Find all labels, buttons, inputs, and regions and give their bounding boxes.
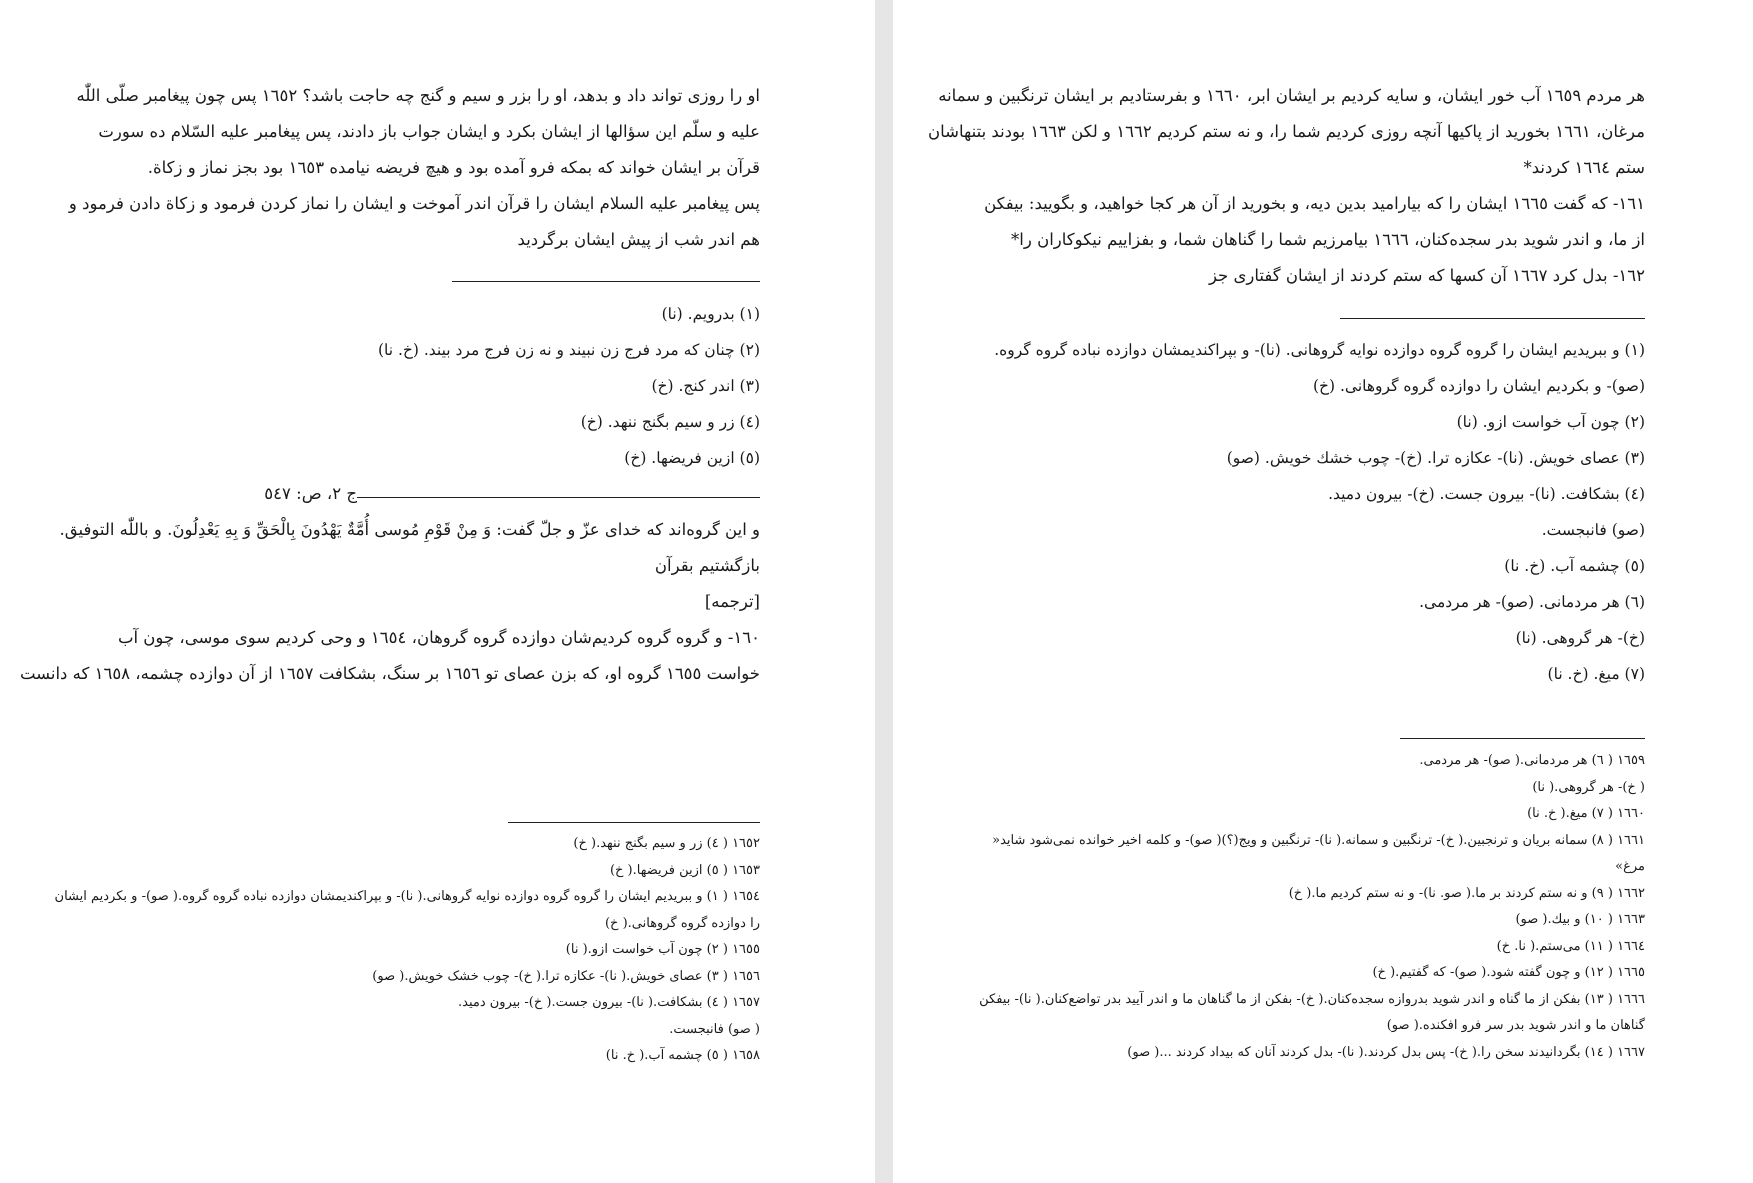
notes-divider [1340,318,1645,319]
text-line: علیه و سلّم این سؤالها از ایشان بکرد و ایشان جواب باز دادند، پس پیغامبر علیه السّلام ده سورت [98,122,760,141]
page-reference: ج ٢، ص: ٥٤٧ [264,484,357,503]
footnote: مرغ» [1615,859,1645,874]
footnote: ( صو) فانبجست. [669,1021,760,1037]
note-line: (صو)- و بکردیم ایشان را دوازده گروه گروهانی. (خ) [1312,377,1645,395]
footnote: ١٦٥٣ ( ٥) ازین فریضها.( خ) [609,862,760,878]
text-line: ١٦٢- بدل کرد ١٦٦٧ آن کسها که ستم کردند از ایشان گفتاری جز [1208,266,1645,285]
text-line: خواست ١٦٥٥ گروه او، که بزن عصای تو ١٦٥٦ بر سنگ، بشکافت ١٦٥٧ از آن دوازده چشمه، ١٦٥٨ که دانست [19,664,760,683]
text-line: هم اندر شب از پیش ایشان برگردید [517,230,760,249]
note-line: (٢) چون آب خواست ازو. (نا) [1456,413,1645,431]
notes-divider [452,281,760,282]
note-line: (٢) چنان که مرد فرج زن نبیند و نه زن فرج مرد بیند. (خ. نا) [377,341,760,359]
note-line: (صو) فانبجست. [1541,521,1645,539]
text-line: قرآن بر ایشان خواند که بمکه فرو آمده بود و هیچ فریضه نیامده ١٦٥٣ بود بجز نماز و زکاة. [147,158,760,177]
footnote: ١٦٥٢ ( ٤) زر و سیم بگنج ننهد.( خ) [573,836,760,851]
right-page [893,0,1753,1183]
footnote: ( خ)- هر گروهی.( نا) [1532,779,1645,795]
footnote: ١٦٦٥ ( ١٢) و چون گفته شود.( صو)- که گفتیم.( خ) [1372,965,1645,980]
note-line: (٣) اندر کنج. (خ) [651,377,760,395]
continuation-text [19,512,760,692]
text-line: ستم ١٦٦٤ کردند* [1523,158,1645,177]
notes [994,332,1645,692]
footnote: ١٦٦٤ ( ١١) می‌ستم.( نا. خ) [1496,938,1645,954]
footnote: ١٦٥٩ ( ٦) هر مردمانی.( صو)- هر مردمی. [1419,753,1645,768]
text-line: مرغان، ١٦٦١ بخورید از پاکیها آنچه روزی کردیم شما را، و نه ستم کردیم ١٦٦٢ و لکن ١٦٦٣ بودند بتنهاشان [928,122,1645,141]
left-page [0,0,875,1183]
note-line: (٧) میغ. (خ. نا) [1547,665,1645,683]
text-line: از ما، و اندر شوید بدر سجده‌کنان، ١٦٦٦ بیامرزیم شما را گناهان شما، و بفزاییم نیکوکاران را* [1011,230,1645,249]
footnotes [54,831,760,1070]
footnote: گناهان ما و اندر شوید بدر سر فرو افکنده.( صو) [1386,1018,1645,1033]
footnote: ١٦٦٠ ( ٧) میغ.( خ. نا) [1527,806,1645,821]
footnote-divider [508,822,760,823]
text-line: و این گروه‌اند که خدای عزّ و جلّ گفت: وَ مِنْ قَوْمِ مُوسى أُمَّةٌ يَهْدُونَ بِالْحَقِّ وَ بِهِ يَعْدِلُونَ. و باللّٰه التوفيق. [59,520,760,539]
text-line: پس پیغامبر علیه السلام ایشان را قرآن اندر آموخت و ایشان را نماز کردن فرمود و زکاة دادن فرمود و [68,194,760,213]
page-ref-divider [357,497,760,498]
note-line: (٥) ازین فریضها. (خ) [624,449,760,467]
footnote: ١٦٥٨ ( ٥) چشمه آب.( خ. نا) [605,1048,760,1063]
footnote: ١٦٥٤ ( ١) و ببریدیم ایشان را گروه گروه دوازده نوایه گروهانی.( نا)- و بپراکندیمشان دوازده نباده گروه گروه.( صو)- و بکردیم ایشان [54,889,760,904]
note-line: (٤) بشکافت. (نا)- بیرون جست. (خ)- بیرون دمید. [1328,485,1645,503]
note-line: (٦) هر مردمانی. (صو)- هر مردمی. [1419,593,1645,611]
footnote: ١٦٥٥ ( ٢) چون آب خواست ازو.( نا) [565,942,760,957]
footnote: ١٦٦٣ ( ١٠) و بیك.( صو) [1515,912,1645,927]
text-line: ١٦٠- و گروه گروه کردیم‌شان دوازده گروه گروهان، ١٦٥٤ و وحی کردیم سوی موسی، چون آب [117,628,760,647]
footnote: ١٦٦٢ ( ٩) و نه ستم کردند بر ما.( صو. نا)- و نه ستم کردیم ما.( خ) [1288,885,1645,901]
footnote: ١٦٦١ ( ٨) سمانه بریان و ترنجبین.( خ)- ترنگبین و سمانه.( نا)- ترنگبین و ویج(؟)( صو)- و کلمه اخیر خوانده نمی‌شود شاید« [992,832,1645,848]
footnote: را دوازده گروه گروهانی.( خ) [604,915,760,931]
footnote: ١٦٦٦ ( ١٣) بفکن از ما گناه و اندر شوید بدروازه سجده‌کنان.( خ)- بفکن از ما گناهان ما و اندر آیید بدر تواضع‌کنان.( نا)- بیفکن [979,991,1645,1007]
page-gutter [875,0,893,1183]
note-line: (١) و ببریدیم ایشان را گروه گروه دوازده نوایه گروهانی. (نا)- و بپراکندیمشان دوازده نباده گروه گروه. [994,341,1645,359]
note-line: (٥) چشمه آب. (خ. نا) [1504,557,1645,575]
footnotes [979,748,1645,1066]
note-line: (١) بدرویم. (نا) [661,305,760,323]
note-line: (٣) عصای خویش. (نا)- عکازه ترا. (خ)- چوب خشك خویش. (صو) [1226,449,1645,467]
text-line: بازگشتیم بقرآن [654,556,760,575]
footnote-divider [1400,738,1645,739]
text-line: او را روزی تواند داد و بدهد، او را بزر و سیم و گنج چه حاجت باشد؟ ١٦٥٢ پس چون پیغامبر صلّی اللّٰه [76,86,760,105]
text-line: هر مردم ١٦٥٩ آب خور ایشان، و سایه کردیم بر ایشان ابر، ١٦٦٠ و بفرستادیم بر ایشان ترنگبین و سمانه [938,86,1645,105]
main-text [68,78,760,258]
footnote: ١٦٥٦ ( ٣) عصای خویش.( نا)- عکازه ترا.( خ)- چوب خشک خویش.( صو) [372,968,760,984]
footnote: ١٦٦٧ ( ١٤) بگردانیدند سخن را.( خ)- پس بدل کردند.( نا)- بدل کردند آنان که بیداد کردند ...( صو) [1127,1044,1645,1060]
section-label: [ترجمه] [704,592,760,611]
notes [120,296,760,476]
main-text [928,78,1645,294]
note-line: (٤) زر و سیم بگنج ننهد. (خ) [580,413,760,431]
note-line: (خ)- هر گروهی. (نا) [1515,629,1645,647]
text-line: ١٦١- که گفت ١٦٦٥ ایشان را که بیارامید بدین دیه، و بخورید از آن هر کجا خواهید، و بگویید: بیفکن [984,194,1645,213]
footnote: ١٦٥٧ ( ٤) بشکافت.( نا)- بیرون جست.( خ)- بیرون دمید. [457,995,760,1010]
